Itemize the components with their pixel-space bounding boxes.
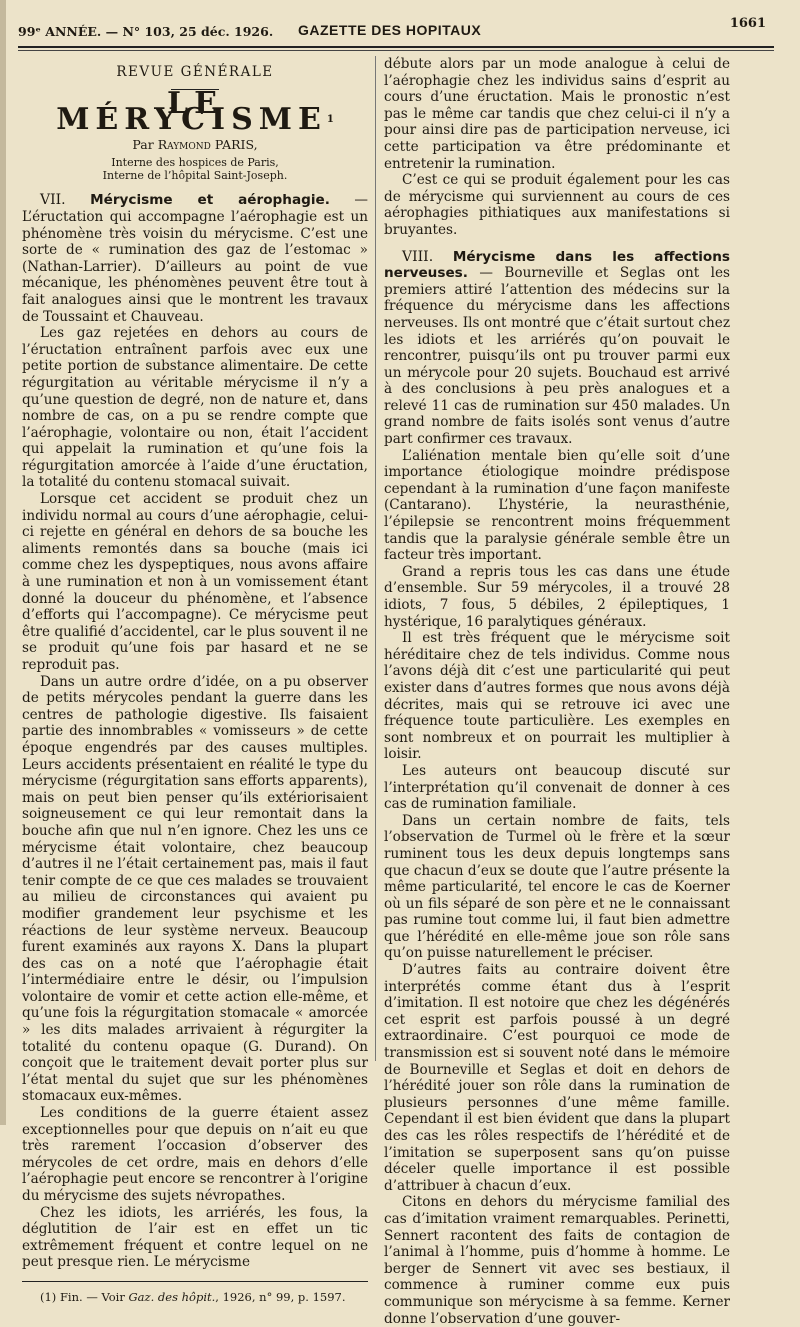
article-title-text: LE MÉRYCISME (56, 85, 327, 138)
section-text: — Bourneville et Seglas ont les premiers attiré l’attention des médecins sur la fréquence du mérycisme dans les affections nerveuses. Ils ont montré que c’était surtout chez les idiots et les arriérés qu’on pouvait le rencontrer, puisqu’ils ont pu trouver parmi eux un mérycole pour 20 sujets. Bouchaud est arrivé à des conclusions à peu près analogues et a relevé 11 cas de rumination sur 450 malades. Un grand nombre de faits isolés sont venus d’autre part confirmer ces travaux. (384, 265, 730, 448)
footnote-text: (1) Fin. — Voir (40, 1289, 125, 1304)
paragraph (22, 192, 368, 325)
author-prefix: Par (132, 136, 154, 152)
right-column (384, 56, 730, 1327)
journal-title: GAZETTE DES HOPITAUX (298, 22, 482, 38)
affiliation-line-2: Interne de l’hôpital Saint-Joseph. (102, 169, 288, 183)
footnote (22, 1290, 368, 1304)
paragraph: D’autres faits au contraire doivent être interprétés comme étant dus à l’esprit d’imitation. Il est notoire que chez les dégénérés cet esprit est parfois poussé à un degré extraordinaire. C’est pourquoi ce mode de transmission est si souvent noté dans le mémoire de Bourneville et Seglas et doit en dehors de l’hérédité jouer son rôle dans la rumination de plusieurs personnes d’une même famille. Cependant il est bien évident que dans la plupart des cas les rôles respectifs de l’hérédité et de l’imitation se superposent sans qu’on puisse déceler quelle importance il est possible d’attribuer à chacun d’eux. (384, 962, 730, 1194)
header-rule-thin (18, 50, 774, 51)
column-divider (375, 56, 376, 1061)
affiliation-line-1: Interne des hospices de Paris, (111, 156, 279, 170)
section-title: Mérycisme et aérophagie. (90, 192, 330, 209)
section-kicker: REVUE GÉNÉRALE (116, 64, 274, 80)
footnote-citation: , 1926, n° 99, p. 1597. (215, 1289, 346, 1304)
author-name: Raymond PARIS, (157, 136, 258, 152)
section-number: VII. (40, 192, 66, 209)
paragraph: Citons en dehors du mérycisme familial des cas d’imitation vraiment remarquables. Perinetti, Sennert racontent des faits de contagion de l’animal à l’homme, puis d’homme à homme. Le berger de Sennert vit avec ses bestiaux, il commence à ruminer comme eux puis communique son mérycisme à sa femme. Kerner donne l’observation d’une gouver- (384, 1194, 730, 1327)
page-number: 1661 (729, 16, 766, 31)
section-number: VIII. (402, 248, 434, 265)
section-text: — L’éructation qui accompagne l’aérophagie est un phénomène très voisin du mérycisme. C’est une sorte de « rumination des gaz de l’estomac » (Nathan-Larrier). D’ailleurs au point de vue mécanique, les phénomènes peuvent être tout à fait analogues ainsi que le montrent les travaux de Toussaint et Chauveau. (22, 192, 368, 325)
page-edge-shadow (0, 0, 6, 1125)
paragraph: Chez les idiots, les arriérés, les fous, la déglutition de l’air est en effet un tic extrêmement fréquent et contre lequel on ne peut presque rien. Le mérycisme (22, 1204, 368, 1271)
paragraph: Dans un autre ordre d’idée, on a pu observer de petits mérycoles pendant la guerre dans les centres de pathologie digestive. Ils faisaient partie des innombrables « vomisseurs » de cette époque engendrés par des causes multiples. Leurs accidents présentaient en réalité le type du mérycisme (régurgitation sans efforts apparents), mais on peut bien penser qu’ils extériorisaient soigneusement ce qui leur remontait dans la bouche afin que nul n’en ignore. Chez les uns ce mérycisme était volontaire, chez beaucoup d’autres il ne l’était certainement pas, mais il faut tenir compte de ce que ces malades se trouvaient au milieu de circonstances qui avaient pu modifier grandement leur psychisme et les réactions de leur système nerveux. Beaucoup furent examinés aux rayons X. Dans la plupart des cas on a noté que l’aérophagie était l’intermédiaire entre le désir, ou l’impulsion volontaire de vomir et cette action elle-même, et qu’une fois la régurgitation stomacale « amorcée » les dits malades arrivaient à régurgiter la totalité du contenu opaque (G. Durand). On conçoit que le traitement devait porter plus sur l’état mental du sujet que sur les phénomènes stomacaux eux-mêmes. (22, 673, 368, 1105)
author-line (22, 137, 368, 154)
paragraph (384, 249, 730, 448)
section-title: Mérycisme dans les affections nerveuses. (384, 248, 730, 282)
title-footnote-mark: 1 (326, 114, 334, 126)
paragraph: Les auteurs ont beaucoup discuté sur l’interprétation qu’il convenait de donner à ces cas de rumination familiale. (384, 762, 730, 813)
paragraph: Grand a repris tous les cas dans une étude d’ensemble. Sur 59 mérycoles, il a trouvé 28 idiots, 7 fous, 5 débiles, 2 épileptiques, 1 hystérique, 16 paralytiques généraux. (384, 563, 730, 630)
paragraph: Dans un certain nombre de faits, tels l’observation de Turmel où le frère et la sœur ruminent tous les deux depuis longtemps sans que chacun d’eux se doute que l’autre présente la même particularité, tel encore le cas de Koerner où un fils séparé de son père et ne le connaissant pas rumine tout comme lui, il faut bien admettre que l’hérédité en elle-même joue son rôle sans qu’on puisse naturellement le préciser. (384, 812, 730, 962)
header-rule (18, 46, 774, 48)
paragraph: Les conditions de la guerre étaient assez exceptionnelles pour que depuis on n’ait eu que très rarement l’occasion d’observer des mérycoles de cet ordre, mais en dehors d’elle l’aérophagie peut encore se rencontrer à l’origine du mérycisme des sujets névropathes. (22, 1105, 368, 1204)
left-column (22, 56, 368, 1304)
paragraph: Lorsque cet accident se produit chez un individu normal au cours d’une aérophagie, celui-ci rejette en général en dehors de sa bouche les aliments remontés dans sa bouche (mais ici comme chez les dyspeptiques, nous avons affaire à une rumination et non à un vomissement étant donné la douceur du phénomène, et l’absence d’efforts qui l’accompagne). Ce mérycisme peut être qualifié d’accidentel, car le plus souvent il ne se produit qu’une fois par hasard et ne se reproduit pas. (22, 491, 368, 673)
issue-info: 99ᵉ ANNÉE. — N° 103, 25 déc. 1926. (18, 24, 274, 39)
article-title (22, 85, 368, 138)
paragraph: L’aliénation mentale bien qu’elle soit d’une importance étiologique moindre prédispose cependant à la rumination d’une façon manifeste (Cantarano). L’hystérie, la neurasthénie, l’épilepsie se rencontrent moins fréquemment tandis que la paralysie générale semble être un facteur très important. (384, 447, 730, 564)
running-header (18, 10, 774, 50)
paragraph: débute alors par un mode analogue à celui de l’aérophagie chez les individus sains d’esprit au cours d’une éructation. Mais le pronostic n’est pas le même car tandis que chez celui-ci il n’y a pour ainsi dire pas de participation nerveuse, ici cette participation va être prédominante et entretenir la rumination. (384, 56, 730, 172)
paragraph: Il est très fréquent que le mérycisme soit héréditaire chez de tels individus. Comme nous l’avons déjà dit c’est une particularité qui peut exister dans d’autres formes que nous avons déjà décrites, mais qui se retrouve ici avec une fréquence toute particulière. Les exemples en sont nombreux et on pourrait les multiplier à loisir. (384, 630, 730, 763)
footnote-journal: Gaz. des hôpit. (128, 1289, 216, 1304)
footnote-rule (22, 1281, 368, 1282)
author-affiliation (22, 156, 368, 182)
paragraph: C’est ce qui se produit également pour les cas de mérycisme qui surviennent au cours de ces aérophagies pithiatiques aux manifestations si bruyantes. (384, 172, 730, 238)
paragraph: Les gaz rejetées en dehors au cours de l’éructation entraînent parfois avec eux une petite portion de substance alimentaire. De cette régurgitation au véritable mérycisme il n’y a qu’une question de degré, non de nature et, dans nombre de cas, on a pu se rendre compte que l’aérophagie, volontaire ou non, était l’accident qui appelait la rumination et qu’une fois la régurgitation amorcée à l’aide d’une éructation, la totalité du contenu stomacal suivait. (22, 325, 368, 491)
